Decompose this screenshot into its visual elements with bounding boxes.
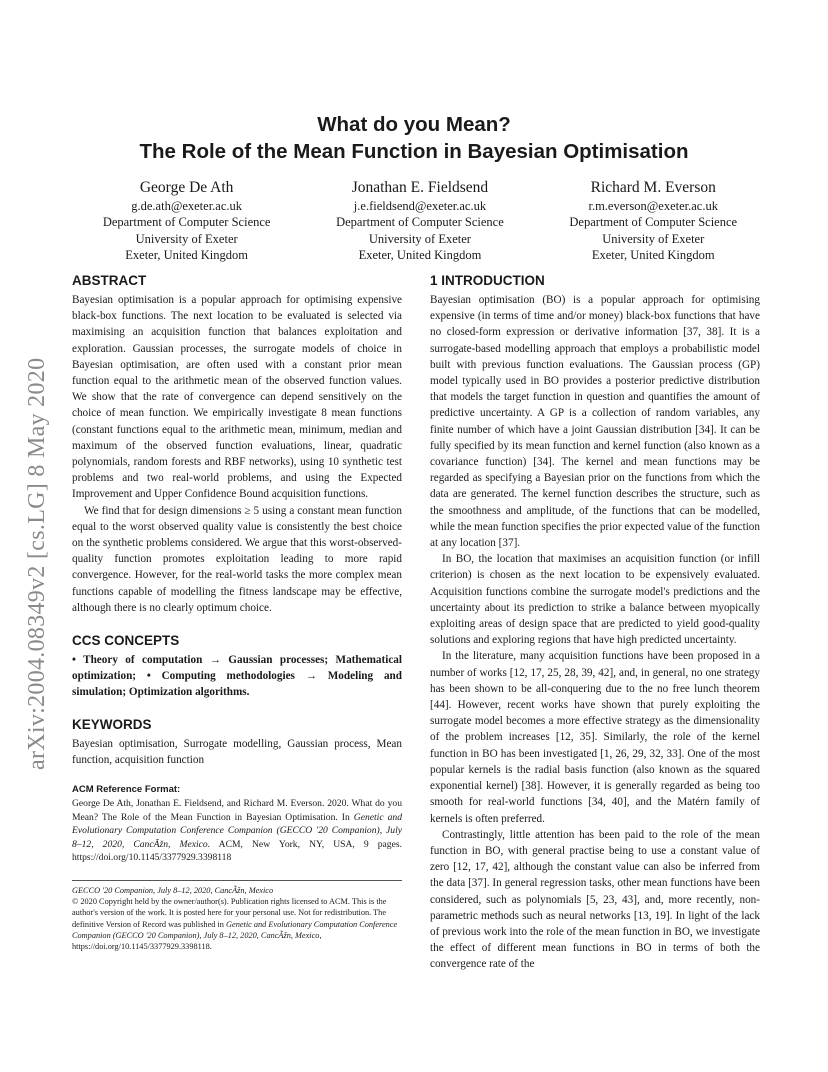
author-2 (303, 178, 536, 263)
ccs-text: • Theory of computation → Gaussian processes; Mathematical optimization; • Computing methodologies → Modeling and simulation; Optimization algorithms. (72, 654, 402, 699)
keywords-heading: KEYWORDS (72, 717, 152, 733)
abstract-heading: ABSTRACT (72, 273, 147, 288)
author-univ: University of Exeter (368, 231, 471, 246)
author-univ: University of Exeter (135, 231, 238, 246)
abstract-paragraph-1: Bayesian optimisation is a popular approach for optimising expensive black-box functions. The next location to be evaluated is selected via maximising an acquisition function that balances exploitation and exploration. Gaussian processes, the surrogate models of choice in Bayesian optimisation, are often used with a constant prior mean function equal to the arithmetic mean of the observed function values. We show that the rate of convergence can depend sensitively on the choice of mean function. We empirically investigate 8 mean functions (constant functions equal to the arithmetic mean, minimum, median and maximum of the observed function evaluations, linear, quadratic polynomials, random forests and RBF networks), using 10 synthetic test problems and two real-world problems, and using the Expected Improvement and Upper Confidence Bound acquisition functions. (72, 294, 402, 501)
intro-heading: 1 INTRODUCTION (430, 273, 545, 288)
intro-paragraph-4: Contrastingly, little attention has been paid to the role of the mean function in BO, with general practise being to use a constant value of zero [12, 17, 42], although the constant value can also be inferred from the data [37]. In general regression tasks, other mean functions have been considered, such as polynomials [5, 23, 43], and, more recently, non-parametric methods such as neural networks [13, 19]. In light of the lack of previous work into the role of the mean function in BO, we investigate the effect of different mean functions in BO in terms of both the convergence rate of the (430, 828, 760, 971)
left-column (72, 272, 402, 865)
abstract-paragraph-2: We find that for design dimensions ≥ 5 using a constant mean function equal to the worst observed quality value is consistently the best choice on the synthetic problems considered. We argue that this worst-observed-quality function promotes exploitation leading to more rapid convergence. However, for the real-world tasks the more complex mean functions capable of modelling the fitness landscape may be effective, although there is no clearly optimum choice. (72, 504, 402, 614)
title-line-2: The Role of the Mean Function in Bayesian Optimisation (139, 140, 689, 163)
acm-reference (72, 784, 402, 865)
author-1 (70, 178, 303, 263)
author-name: Richard M. Everson (590, 179, 716, 196)
author-email: j.e.fieldsend@exeter.ac.uk (353, 199, 487, 213)
author-location: Exeter, United Kingdom (358, 247, 482, 262)
intro-paragraph-1: Bayesian optimisation (BO) is a popular approach for optimising expensive (in terms of time and/or money) black-box functions that have no closed-form expression or derivative information [37, 38]. It is a surrogate-based modelling approach that employs a probabilistic model built with previous function evaluations. The Gaussian process (GP) model typically used in BO provides a posterior predictive distribution that models the target function in question and quantifies the amount of predictive uncertainty. A GP is a collection of random variables, any finite number of which have a joint Gaussian distribution [34]. It can be fully specified by its mean function and kernel function (also known as a covariance function) [34]. The kernel and mean functions may be regarded as specifying a Bayesian prior on the functions from which the data are generated. The kernel function describes the structure, such as the smoothness and amplitude, of the functions that can be modelled, while the mean function specifies the prior expected value of the function at any location [37]. (430, 294, 760, 550)
keywords-text: Bayesian optimisation, Surrogate modelling, Gaussian process, Mean function, acquisition function (72, 738, 402, 767)
acm-reference-heading: ACM Reference Format: (72, 784, 181, 796)
copyright-footnote (72, 880, 402, 952)
ccs-heading: CCS CONCEPTS (72, 633, 180, 649)
intro-paragraph-2: In BO, the location that maximises an acquisition function (or infill criterion) is chosen as the next location to be expensively evaluated. Acquisition functions combine the surrogate model's predictions and the uncertainty about its prediction to strike a balance between myopically exploiting areas of design space that are predicted to yield good-quality solutions and exploring regions that have high predicted uncertainty. (430, 553, 760, 647)
footnote-rule (72, 880, 402, 881)
author-dept: Department of Computer Science (569, 215, 738, 230)
author-name: George De Ath (139, 179, 234, 196)
paper-title (0, 111, 828, 165)
author-3 (537, 178, 770, 263)
author-email: r.m.everson@exeter.ac.uk (588, 199, 718, 213)
author-dept: Department of Computer Science (102, 215, 271, 230)
author-block (70, 178, 770, 263)
intro-paragraph-3: In the literature, many acquisition functions have been proposed in a number of works [12, 17, 25, 28, 39, 42], and, in general, no one strategy has been shown to be all-conquering due to the no free lunch theorem [44]. However, recent works have shown that purely exploiting the surrogate model becomes a more effective strategy as the dimensionality of the problem increases [12, 35]. Similarly, the role of the kernel function in BO has been investigated [1, 26, 29, 32, 33]. One of the most popular kernels is the radial basis function (also known as the squared exponential kernel) [38]. However, it is generally regarded as being too smooth for real-world functions [34, 40], and the Matérn family of kernels is often preferred. (430, 650, 760, 825)
author-location: Exeter, United Kingdom (591, 247, 715, 262)
footnote-venue: GECCO '20 Companion, July 8–12, 2020, CancÃžn, Mexico (72, 886, 274, 895)
footnote-copyright: © 2020 Copyright held by the owner/author(s). Publication rights licensed to ACM. This is the author's version of the work. It is posted here for your personal use. Not for redistribution. The definitive Version of Record was published in Genetic and Evolutionary Computation Conference Companion (GECCO '20 Companion), July 8–12, 2020, CancÃžn, Mexico, https://doi.org/10.1145/3377929.3398118. (72, 897, 398, 952)
author-location: Exeter, United Kingdom (125, 247, 249, 262)
author-email: g.de.ath@exeter.ac.uk (131, 199, 243, 213)
author-univ: University of Exeter (602, 231, 705, 246)
author-dept: Department of Computer Science (336, 215, 504, 230)
author-name: Jonathan E. Fieldsend (351, 179, 489, 196)
arxiv-stamp: arXiv:2004.08349v2 [cs.LG] 8 May 2020 (24, 357, 50, 770)
acm-reference-text: George De Ath, Jonathan E. Fieldsend, and Richard M. Everson. 2020. What do you Mean? The Role of the Mean Function in Bayesian Optimisation. In Genetic and Evolutionary Computation Conference Companion (GECCO '20 Companion), July 8–12, 2020, CancÃžn, Mexico. ACM, New York, NY, USA, 9 pages. https://doi.org/10.1145/3377929.3398118 (72, 798, 402, 864)
title-line-1: What do you Mean? (317, 113, 511, 136)
right-column (430, 272, 760, 973)
